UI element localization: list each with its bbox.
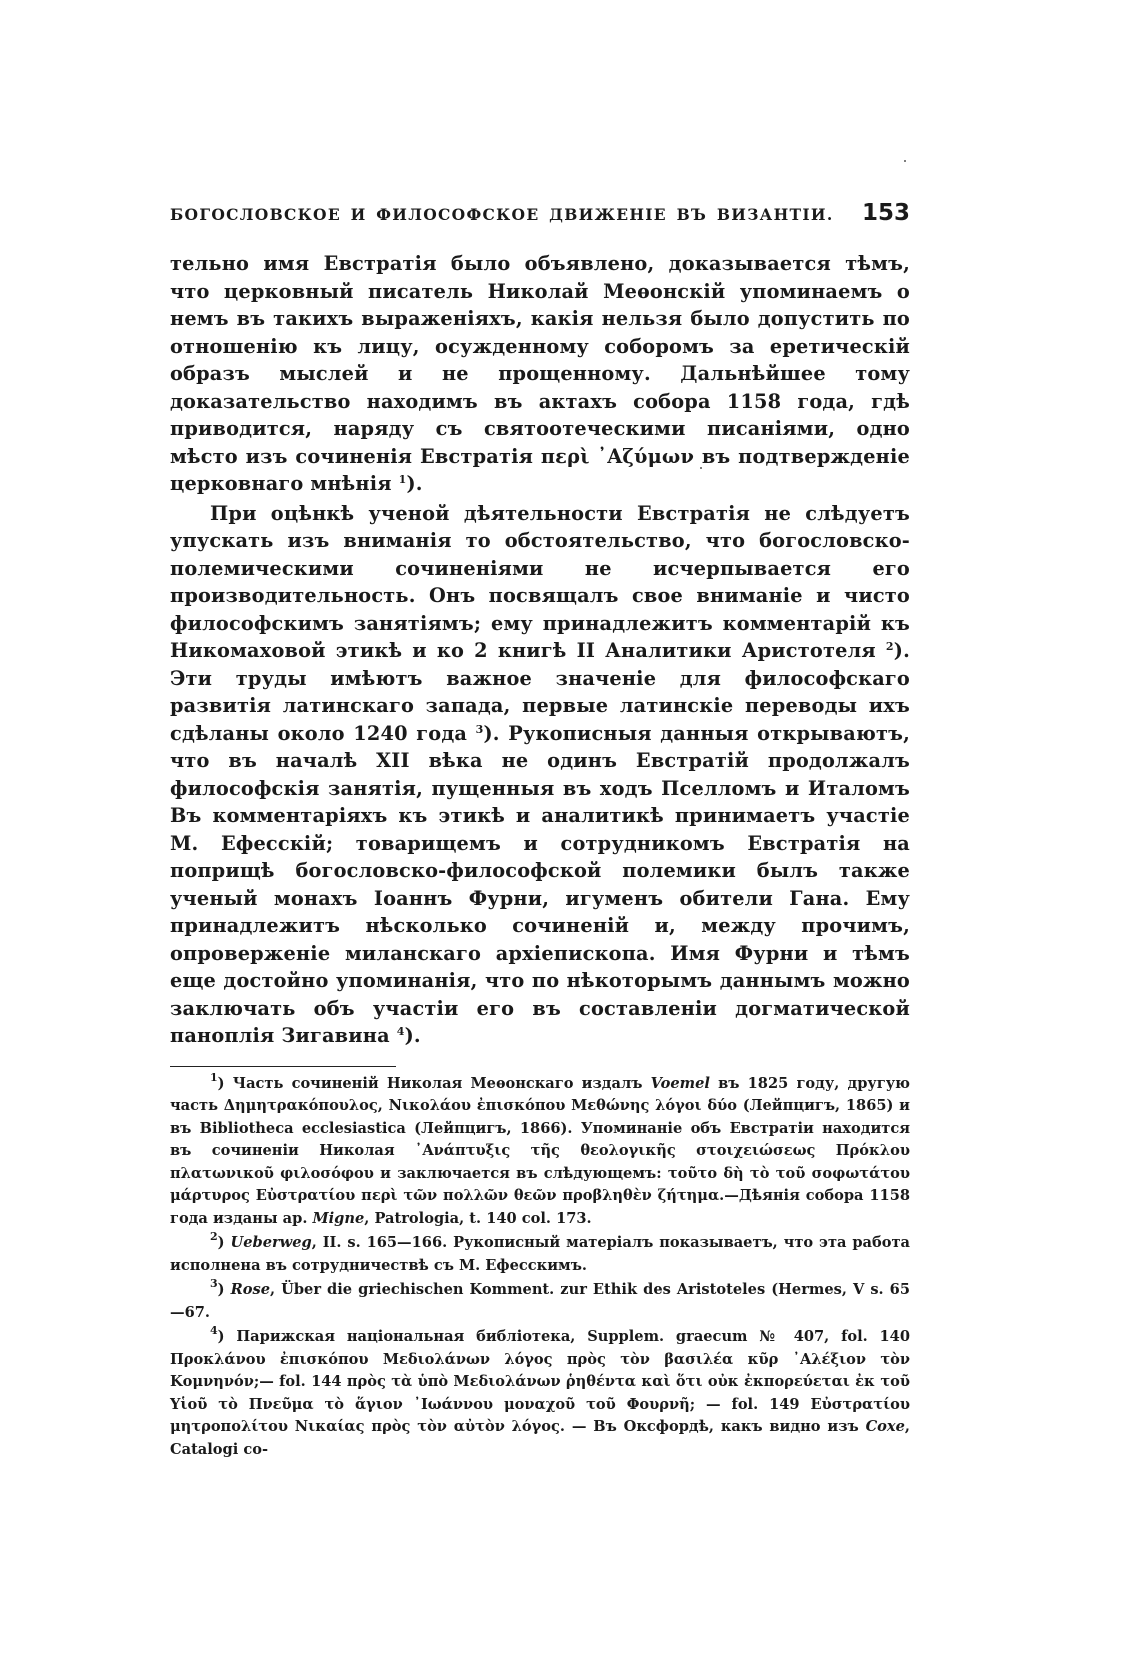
page-number: 153 <box>861 200 910 226</box>
running-header <box>170 200 910 226</box>
text-run: При оцѣнкѣ ученой дѣятельности Евстратія не слѣдуетъ упускать изъ вниманія то обстоятельство, что богословско-полемическими сочиненіями не исчерпывается его производительность. Онъ посвящалъ свое вниманіе и чисто философскимъ занятіямъ; ему принадлежитъ комментарій къ Никомаховой этикѣ и ко 2 книгѣ II Аналитики Аристотеля <box>170 501 910 662</box>
paragraph-1 <box>170 250 910 498</box>
footnotes <box>170 1070 910 1462</box>
speck-mark <box>904 160 906 162</box>
text-run: ) Часть сочиненій Николая Меѳонскаго издалъ <box>217 1074 651 1092</box>
italic-author-name: Voemel <box>650 1074 710 1092</box>
paragraph-2 <box>170 500 910 1050</box>
book-page <box>170 200 910 1461</box>
text-run: , II. s. 165—166. Рукописный матеріалъ показываетъ, что эта работа исполнена въ сотрудничествѣ съ М. Ефесскимъ. <box>170 1234 910 1274</box>
text-run: въ 1825 году, другую часть Δημητρακόπουλος, Νικολάου ἐπισκόπου Μεθώνης λόγοι δύο (Лейпцигъ, 1865) и въ Bibliotheca ecclesiastica (Лейпцигъ, 1866). Упоминаніе объ Евстратіи находится въ сочиненіи Николая ᾿Ανάπτυξις τῆς θεολογικῆς στοιχειώσεως Πρόκλου πλατωνικοῦ φιλοσόφου и заключается въ слѣдующемъ: τοῦτο δὴ τὸ τοῦ σοφωτάτου μάρτυρος Εὐστρατίου περὶ τῶν πολλῶν θεῶν προβληθὲν ζήτημα.—Дѣянія собора 1158 года изданы ap. <box>170 1074 910 1227</box>
footnote-marker: 3 <box>210 1277 218 1290</box>
footnote-4 <box>170 1326 910 1461</box>
running-title: БОГОСЛОВСКОЕ И ФИЛОСОФСКОЕ ДВИЖЕНІЕ ВЪ ВИЗАНТІИ. <box>170 205 834 224</box>
text-run: , Patrologia, t. 140 col. 173. <box>364 1209 592 1227</box>
footnote-divider <box>170 1066 396 1067</box>
italic-author-name: Migne <box>312 1209 365 1227</box>
text-run: ) <box>217 1281 231 1298</box>
text-run: ) Парижская національная библіотека, Supplem. graecum № 407, fol. 140 Προκλάνου ἐπισκόπου Μεδιολάνων λόγος πρὸς τὸν βασιλέα κῦρ ᾿Αλέξιον τὸν Κομνηνόν;— fol. 144 πρὸς τὰ ὑπὸ Μεδιολάνων ῥηθέντα καὶ ὅτι οὐκ ἐκπορεύεται ἐκ τοῦ Υἱοῦ τὸ Πνεῦμα τὸ ἅγιον ᾿Ιωάννου μοναχοῦ τοῦ Φουρνῆ; — fol. 149 Εὐστρατίου μητροπολίτου Νικαίας πρὸς τὸν αὐτὸν λόγος. — Въ Оксфордѣ, какъ видно изъ <box>170 1328 910 1435</box>
footnote-marker: 4 <box>210 1324 218 1337</box>
footnote-1 <box>170 1070 910 1231</box>
text-run: ). <box>406 472 423 495</box>
text-run: , Über die griechischen Komment. zur Ethik des Aristoteles (Hermes, V s. 65—67. <box>170 1281 910 1321</box>
italic-author-name: Ueberweg <box>230 1234 312 1251</box>
footnote-marker: 3 <box>475 722 484 736</box>
footnote-marker: 2 <box>210 1230 218 1243</box>
footnote-3 <box>170 1279 910 1324</box>
footnote-marker: 1 <box>210 1070 218 1084</box>
text-run: ). <box>404 1024 421 1047</box>
text-run: ) <box>217 1234 231 1251</box>
footnote-marker: 1 <box>398 473 407 486</box>
main-text <box>170 250 910 1050</box>
footnote-marker: 2 <box>885 640 894 653</box>
italic-author-name: Rose <box>230 1281 270 1298</box>
footnote-marker: 4 <box>396 1025 405 1038</box>
text-run: ). Эти труды имѣютъ важное значеніе для философскаго развитія латинскаго запада, первые латинскіе переводы ихъ сдѣланы около 1240 года <box>170 639 910 745</box>
text-run: тельно имя Евстратія было объявлено, доказывается тѣмъ, что церковный писатель Николай Меѳонскій упоминаемъ о немъ въ такихъ выраженіяхъ, какія нельзя было допустить по отношенію къ лицу, осужденному соборомъ за еретическій образъ мыслей и не прощенному. Дальнѣйшее тому доказательство находимъ въ актахъ собора 1158 года, гдѣ приводится, наряду съ святоотеческими писаніями, одно мѣсто изъ сочиненія Евстратія περὶ ᾿Αζύμων въ подтвержденіе церковнаго мнѣнія <box>170 252 910 495</box>
italic-author-name: Coxe <box>865 1418 905 1435</box>
footnote-2 <box>170 1232 910 1277</box>
text-run: , Catalogi co- <box>170 1418 910 1458</box>
text-run: ). Рукописныя данныя открываютъ, что въ началѣ XII вѣка не одинъ Евстратій продолжалъ философскія занятія, пущенныя въ ходъ Пселломъ и Италомъ Въ комментаріяхъ къ этикѣ и аналитикѣ принимаетъ участіе М. Ефесскій; товарищемъ и сотрудникомъ Евстратія на поприщѣ богословско-философской полемики былъ также ученый монахъ Іоаннъ Фурни, игуменъ обители Гана. Ему принадлежитъ нѣсколько сочиненій и, между прочимъ, опроверженіе миланскаго архіепископа. Имя Фурни и тѣмъ еще достойно упоминанія, что по нѣкоторымъ даннымъ можно заключать объ участіи его въ составленіи догматической паноплія Зигавина <box>170 721 910 1047</box>
